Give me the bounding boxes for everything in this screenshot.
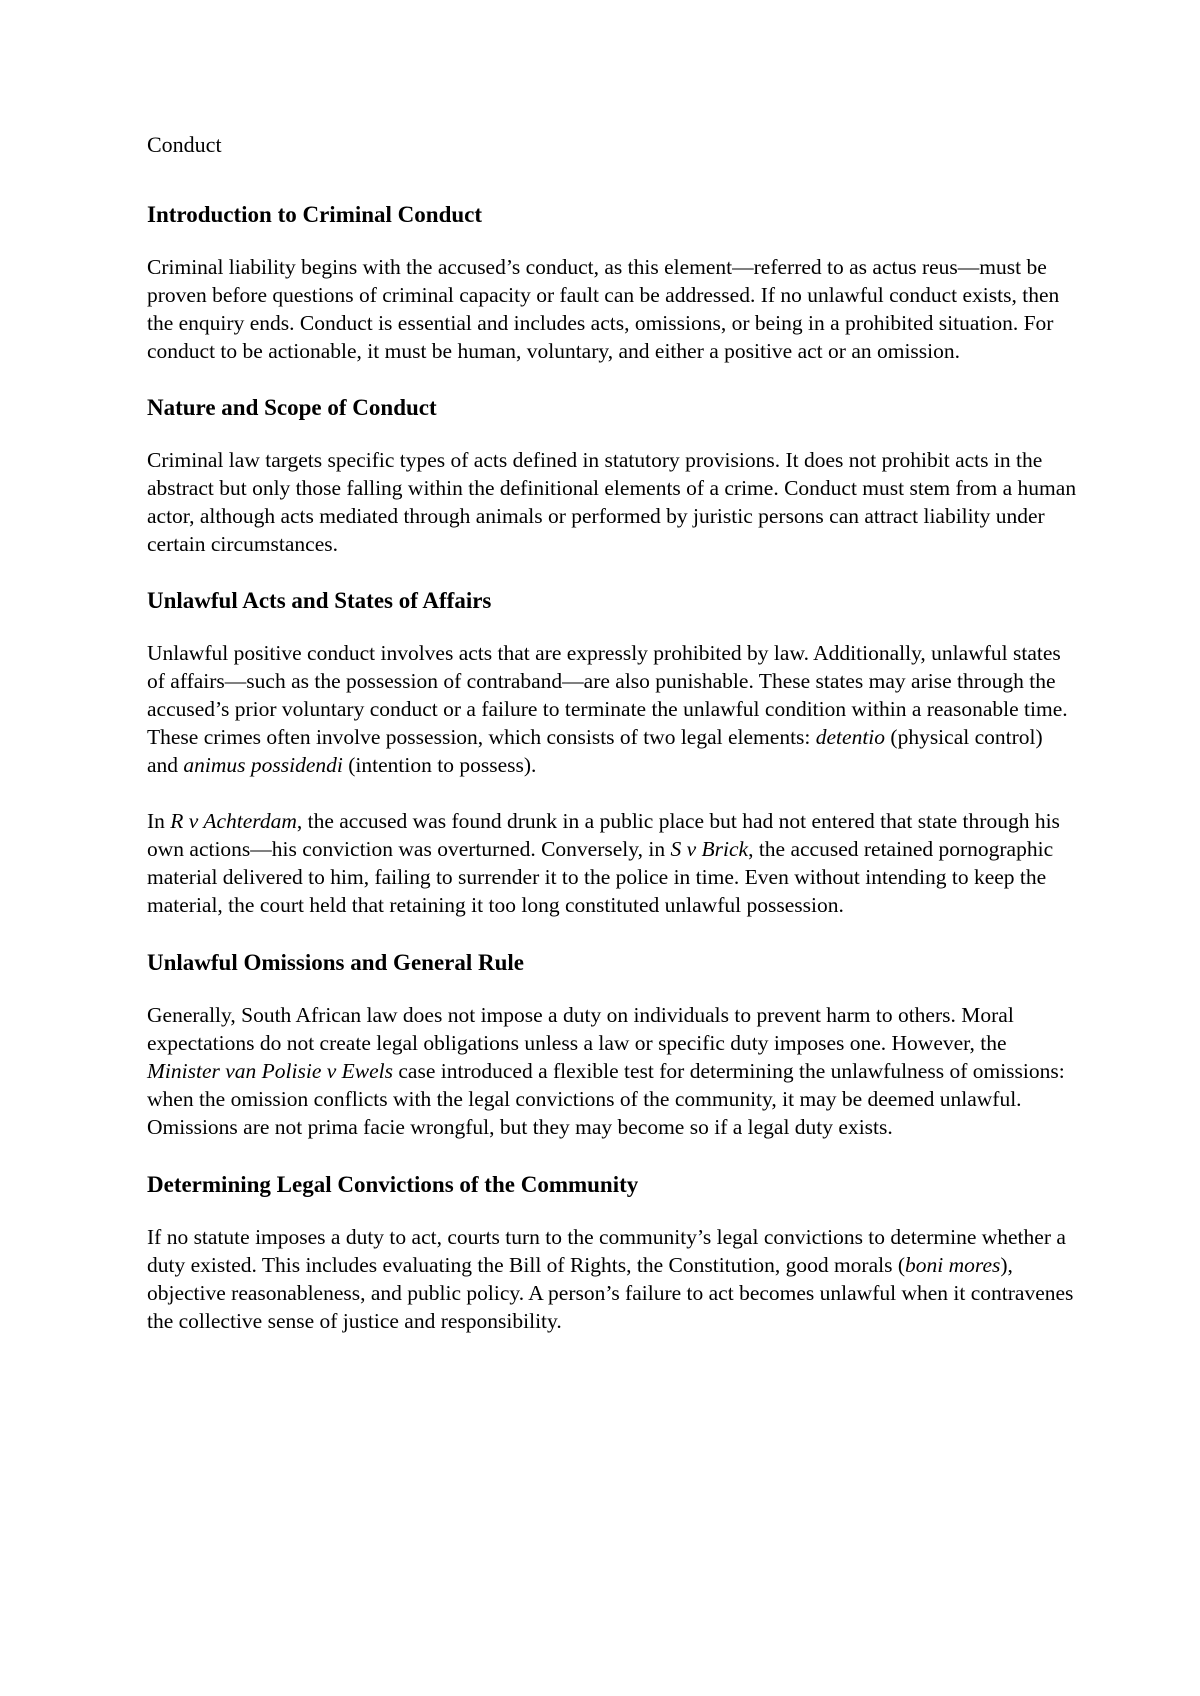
section-heading: Unlawful Acts and States of Affairs — [147, 588, 492, 613]
latin-term: animus possidendi — [183, 753, 343, 777]
text-run: Generally, South African law does not impose a duty on individuals to prevent harm to others. Moral expectations do not create legal obligations unless a law or specific duty imposes one. However, the — [147, 1003, 1014, 1055]
section-heading: Nature and Scope of Conduct — [147, 395, 437, 420]
section-unlawful-omissions — [147, 948, 1077, 1141]
text-run: ), objective reasonableness, and public policy. A person’s failure to act becomes unlawful when it contravenes the collective sense of justice and responsibility. — [147, 1253, 1074, 1333]
latin-term: boni mores — [905, 1253, 1001, 1277]
section-heading: Introduction to Criminal Conduct — [147, 202, 483, 227]
case-name: S v Brick — [670, 837, 749, 861]
text-run: (intention to possess). — [342, 753, 537, 777]
section-heading: Determining Legal Convictions of the Community — [147, 1172, 639, 1197]
text-run: In — [147, 809, 171, 833]
text-run: If no statute imposes a duty to act, courts turn to the community’s legal convictions to determine whether a duty existed. This includes evaluating the Bill of Rights, the Constitution, good morals ( — [147, 1225, 1066, 1277]
section-paragraph — [147, 807, 1077, 919]
section-paragraph: Criminal law targets specific types of acts defined in statutory provisions. It does not prohibit acts in the abstract but only those falling within the definitional elements of a crime. Conduct must stem from a human actor, although acts mediated through animals or performed by juristic persons can attract liability under certain circumstances. — [147, 448, 1077, 556]
text-run: , the accused was found drunk in a public place but had not entered that state through his own actions—his conviction was overturned. Conversely, in — [147, 809, 1060, 861]
section-legal-convictions — [147, 1170, 1077, 1335]
case-name: R v Achterdam — [170, 809, 297, 833]
section-unlawful-acts — [147, 586, 1077, 919]
text-run: (physical control) and — [147, 725, 1043, 777]
section-paragraph — [147, 639, 1077, 779]
section-paragraph: Criminal liability begins with the accused’s conduct, as this element—referred to as actus reus—must be proven before questions of criminal capacity or fault can be addressed. If no unlawful conduct exists, then the enquiry ends. Conduct is essential and includes acts, omissions, or being in a prohibited situation. For conduct to be actionable, it must be human, voluntary, and either a positive act or an omission. — [147, 255, 1060, 363]
section-nature-scope — [147, 393, 1077, 558]
section-paragraph — [147, 1001, 1077, 1141]
document-title: Conduct — [147, 132, 222, 157]
text-run: Unlawful positive conduct involves acts that are expressly prohibited by law. Additionally, unlawful states of affairs—such as the possession of contraband—are also punishable. These states may arise through the accused’s prior voluntary conduct or a failure to terminate the unlawful condition within a reasonable time. These crimes often involve possession, which consists of two legal elements: — [147, 641, 1068, 749]
section-heading: Unlawful Omissions and General Rule — [147, 950, 524, 975]
text-run: case introduced a flexible test for determining the unlawfulness of omissions: when the omission conflicts with the legal convictions of the community, it may be deemed unlawful. Omissions are not prima facie wrongful, but they may become so if a legal duty exists. — [147, 1059, 1065, 1139]
document-page — [147, 130, 1077, 1363]
section-paragraph — [147, 1223, 1077, 1335]
case-name: Minister van Polisie v Ewels — [147, 1059, 394, 1083]
section-introduction — [147, 200, 1077, 365]
latin-term: detentio — [815, 725, 886, 749]
text-run: , the accused retained pornographic material delivered to him, failing to surrender it to the police in time. Even without intending to keep the material, the court held that retaining it too long constituted unlawful possession. — [147, 837, 1054, 917]
